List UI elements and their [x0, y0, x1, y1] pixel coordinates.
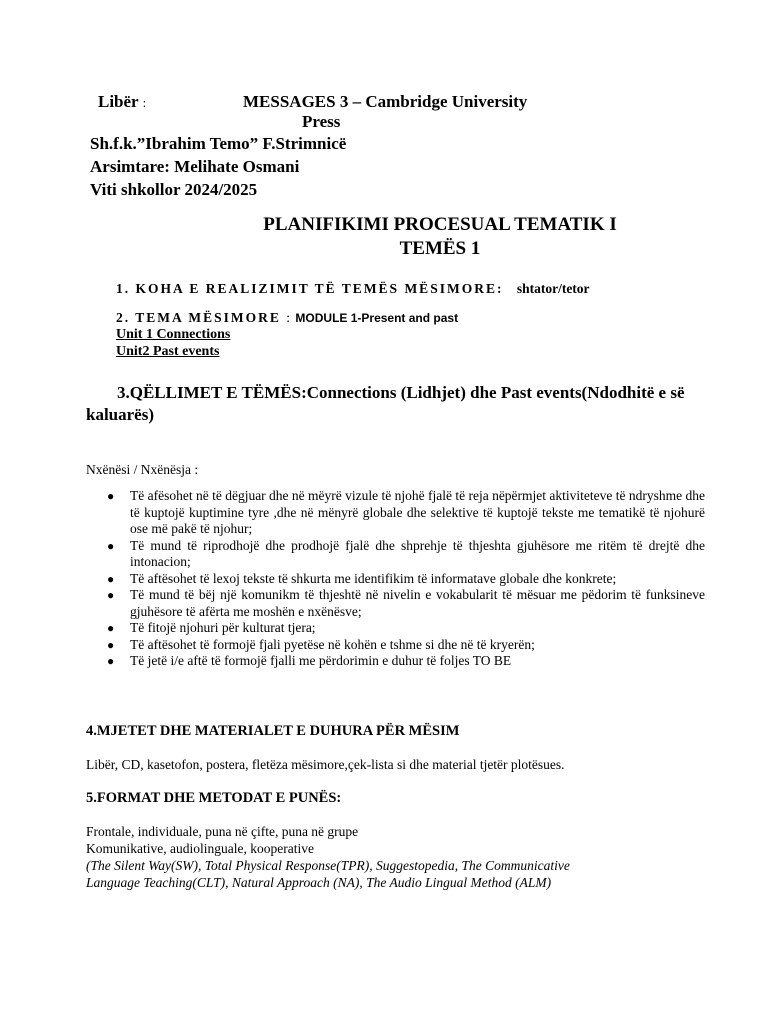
section-3-goals-title: 3.QËLLIMET E TËMËS:Connections (Lidhjet) dhe Past events(Ndodhitë e së kaluarës)	[86, 383, 685, 424]
section-2-value: MODULE 1-Present and past	[295, 311, 459, 325]
teacher-name: Arsimtare: Melihate Osmani	[90, 157, 300, 176]
unit-1: Unit 1 Connections	[116, 327, 231, 342]
section-5-line1: Frontale, individuale, puna në çifte, puna në grupe	[86, 824, 359, 839]
section-5-methods-line2: Language Teaching(CLT), Natural Approach (NA), The Audio Lingual Method (ALM)	[86, 875, 552, 890]
list-item	[105, 620, 705, 637]
book-title: MESSAGES 3 – Cambridge University	[243, 92, 528, 111]
goal-text: Të jetë i/e aftë të formojë fjalli me përdorimin e duhur të foljes TO BE	[130, 653, 512, 668]
list-item	[105, 587, 705, 620]
section-1-value: shtator/tetor	[516, 281, 590, 296]
book-label	[98, 92, 146, 112]
section-1	[116, 281, 590, 297]
section-2-colon: :	[286, 310, 291, 325]
goal-text: Të aftësohet të lexoj tekste të shkurta me identifikim të informatave globale dhe konkrete;	[130, 570, 617, 586]
unit-2: Unit2 Past events	[116, 344, 220, 359]
page-title	[200, 213, 680, 261]
list-item	[105, 571, 705, 588]
students-label: Nxënësi / Nxënësja :	[86, 462, 199, 477]
section-4-text: Libër, CD, kasetofon, postera, fletëza mësimore,çek-lista si dhe material tjetër plotësues.	[86, 757, 565, 772]
section-2	[116, 310, 458, 326]
goal-text: Të fitojë njohuri për kulturat tjera;	[130, 620, 316, 635]
page-title-line2: TEMËS 1	[399, 238, 481, 259]
list-item	[105, 538, 705, 571]
list-item	[105, 488, 705, 538]
school-year: Viti shkollor 2024/2025	[90, 180, 258, 199]
section-5-methods-line1: (The Silent Way(SW), Total Physical Response(TPR), Suggestopedia, The Communicative	[86, 858, 570, 873]
bullet-icon: ●	[107, 637, 115, 652]
page-title-line1: PLANIFIKIMI PROCESUAL TEMATIK I	[263, 214, 617, 235]
school-name: Sh.f.k.”Ibrahim Temo” F.Strimnicë	[90, 134, 347, 153]
section-4-heading: 4.MJETET DHE MATERIALET E DUHURA PËR MËSIM	[86, 723, 460, 739]
bullet-icon: ●	[107, 621, 115, 635]
bullet-icon: ●	[107, 489, 115, 503]
goal-text: Të mund të riprodhojë dhe prodhojë fjalë dhe shprehje të thjeshta gjuhësore me ritëm të drejtë dhe intonacion;	[130, 537, 705, 569]
bullet-icon: ●	[107, 654, 115, 668]
book-label-colon: :	[142, 95, 147, 110]
goal-text: Të mund të bëj një komunikm të thjeshtë në nivelin e vokabularit të mësuar me pëdorim të funksineve gjuhësore të afërta me moshën e nxënësve;	[130, 587, 705, 619]
section-5-heading: 5.FORMAT DHE METODAT E PUNËS:	[86, 790, 342, 806]
goal-text: Të afësohet në të dëgjuar dhe në mëyrë vizule të njohë fjalë të reja nëpërmjet aktiviteteve të ndryshme dhe të kuptojë kuptimine tyre ,dhe në mënyrë globale dhe selektive të kuptojë tekste me tematikë të njohurë ose më pakë të njohur;	[130, 488, 705, 536]
list-item	[105, 637, 705, 654]
section-5-line2: Komunikative, audiolinguale, kooperative	[86, 841, 314, 856]
book-title-cont: Press	[302, 112, 341, 131]
bullet-icon: ●	[107, 588, 115, 602]
book-label-text: Libër	[98, 92, 139, 111]
goals-list	[105, 488, 705, 670]
bullet-icon: ●	[107, 571, 115, 586]
section-1-label: 1. KOHA E REALIZIMIT TË TEMËS MËSIMORE:	[116, 281, 504, 296]
section-2-label: 2. TEMA MËSIMORE	[116, 310, 281, 325]
list-item	[105, 653, 705, 670]
bullet-icon: ●	[107, 538, 115, 553]
goal-text: Të aftësohet të formojë fjali pyetëse në kohën e tshme si dhe në të kryerën;	[130, 636, 535, 652]
